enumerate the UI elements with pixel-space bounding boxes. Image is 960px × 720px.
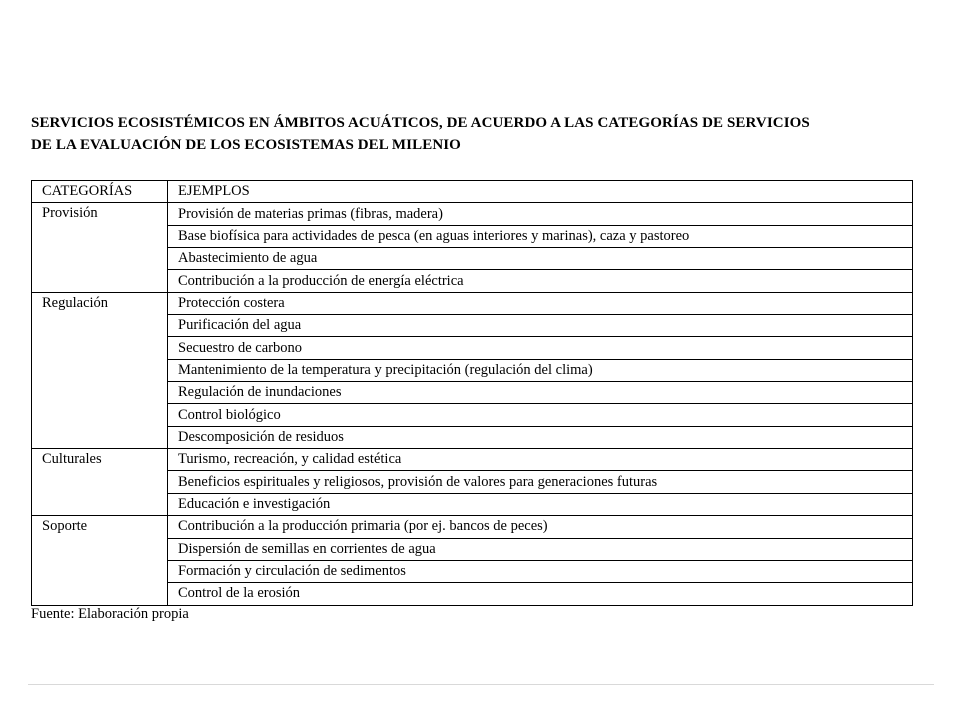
example-cell: Abastecimiento de agua <box>168 248 913 270</box>
category-cell: Regulación <box>32 292 168 448</box>
services-table <box>31 180 913 606</box>
example-cell: Secuestro de carbono <box>168 337 913 359</box>
example-cell: Descomposición de residuos <box>168 426 913 448</box>
table-row <box>32 516 913 538</box>
example-cell: Formación y circulación de sedimentos <box>168 560 913 582</box>
example-cell: Dispersión de semillas en corrientes de agua <box>168 538 913 560</box>
table-row <box>32 292 913 314</box>
header-examples: EJEMPLOS <box>168 181 913 203</box>
title-line-1: SERVICIOS ECOSISTÉMICOS EN ÁMBITOS ACUÁTICOS, DE ACUERDO A LAS CATEGORÍAS DE SERVICIOS <box>31 115 810 131</box>
title-line-2: DE LA EVALUACIÓN DE LOS ECOSISTEMAS DEL MILENIO <box>31 137 461 153</box>
example-cell: Protección costera <box>168 292 913 314</box>
example-cell: Provisión de materias primas (fibras, madera) <box>168 203 913 225</box>
category-cell: Culturales <box>32 449 168 516</box>
example-cell: Educación e investigación <box>168 493 913 515</box>
example-cell: Mantenimiento de la temperatura y precipitación (regulación del clima) <box>168 359 913 381</box>
example-cell: Control biológico <box>168 404 913 426</box>
table-header-row <box>32 181 913 203</box>
table-row <box>32 203 913 225</box>
table-row <box>32 449 913 471</box>
example-cell: Base biofísica para actividades de pesca (en aguas interiores y marinas), caza y pastoreo <box>168 225 913 247</box>
category-cell: Provisión <box>32 203 168 292</box>
example-cell: Contribución a la producción primaria (por ej. bancos de peces) <box>168 516 913 538</box>
example-cell: Contribución a la producción de energía eléctrica <box>168 270 913 292</box>
header-categories: CATEGORÍAS <box>32 181 168 203</box>
footer-divider <box>28 684 934 685</box>
source-note: Fuente: Elaboración propia <box>31 606 189 622</box>
example-cell: Control de la erosión <box>168 583 913 605</box>
example-cell: Turismo, recreación, y calidad estética <box>168 449 913 471</box>
example-cell: Purificación del agua <box>168 315 913 337</box>
document-title <box>31 112 921 156</box>
category-cell: Soporte <box>32 516 168 605</box>
example-cell: Beneficios espirituales y religiosos, provisión de valores para generaciones futuras <box>168 471 913 493</box>
example-cell: Regulación de inundaciones <box>168 382 913 404</box>
